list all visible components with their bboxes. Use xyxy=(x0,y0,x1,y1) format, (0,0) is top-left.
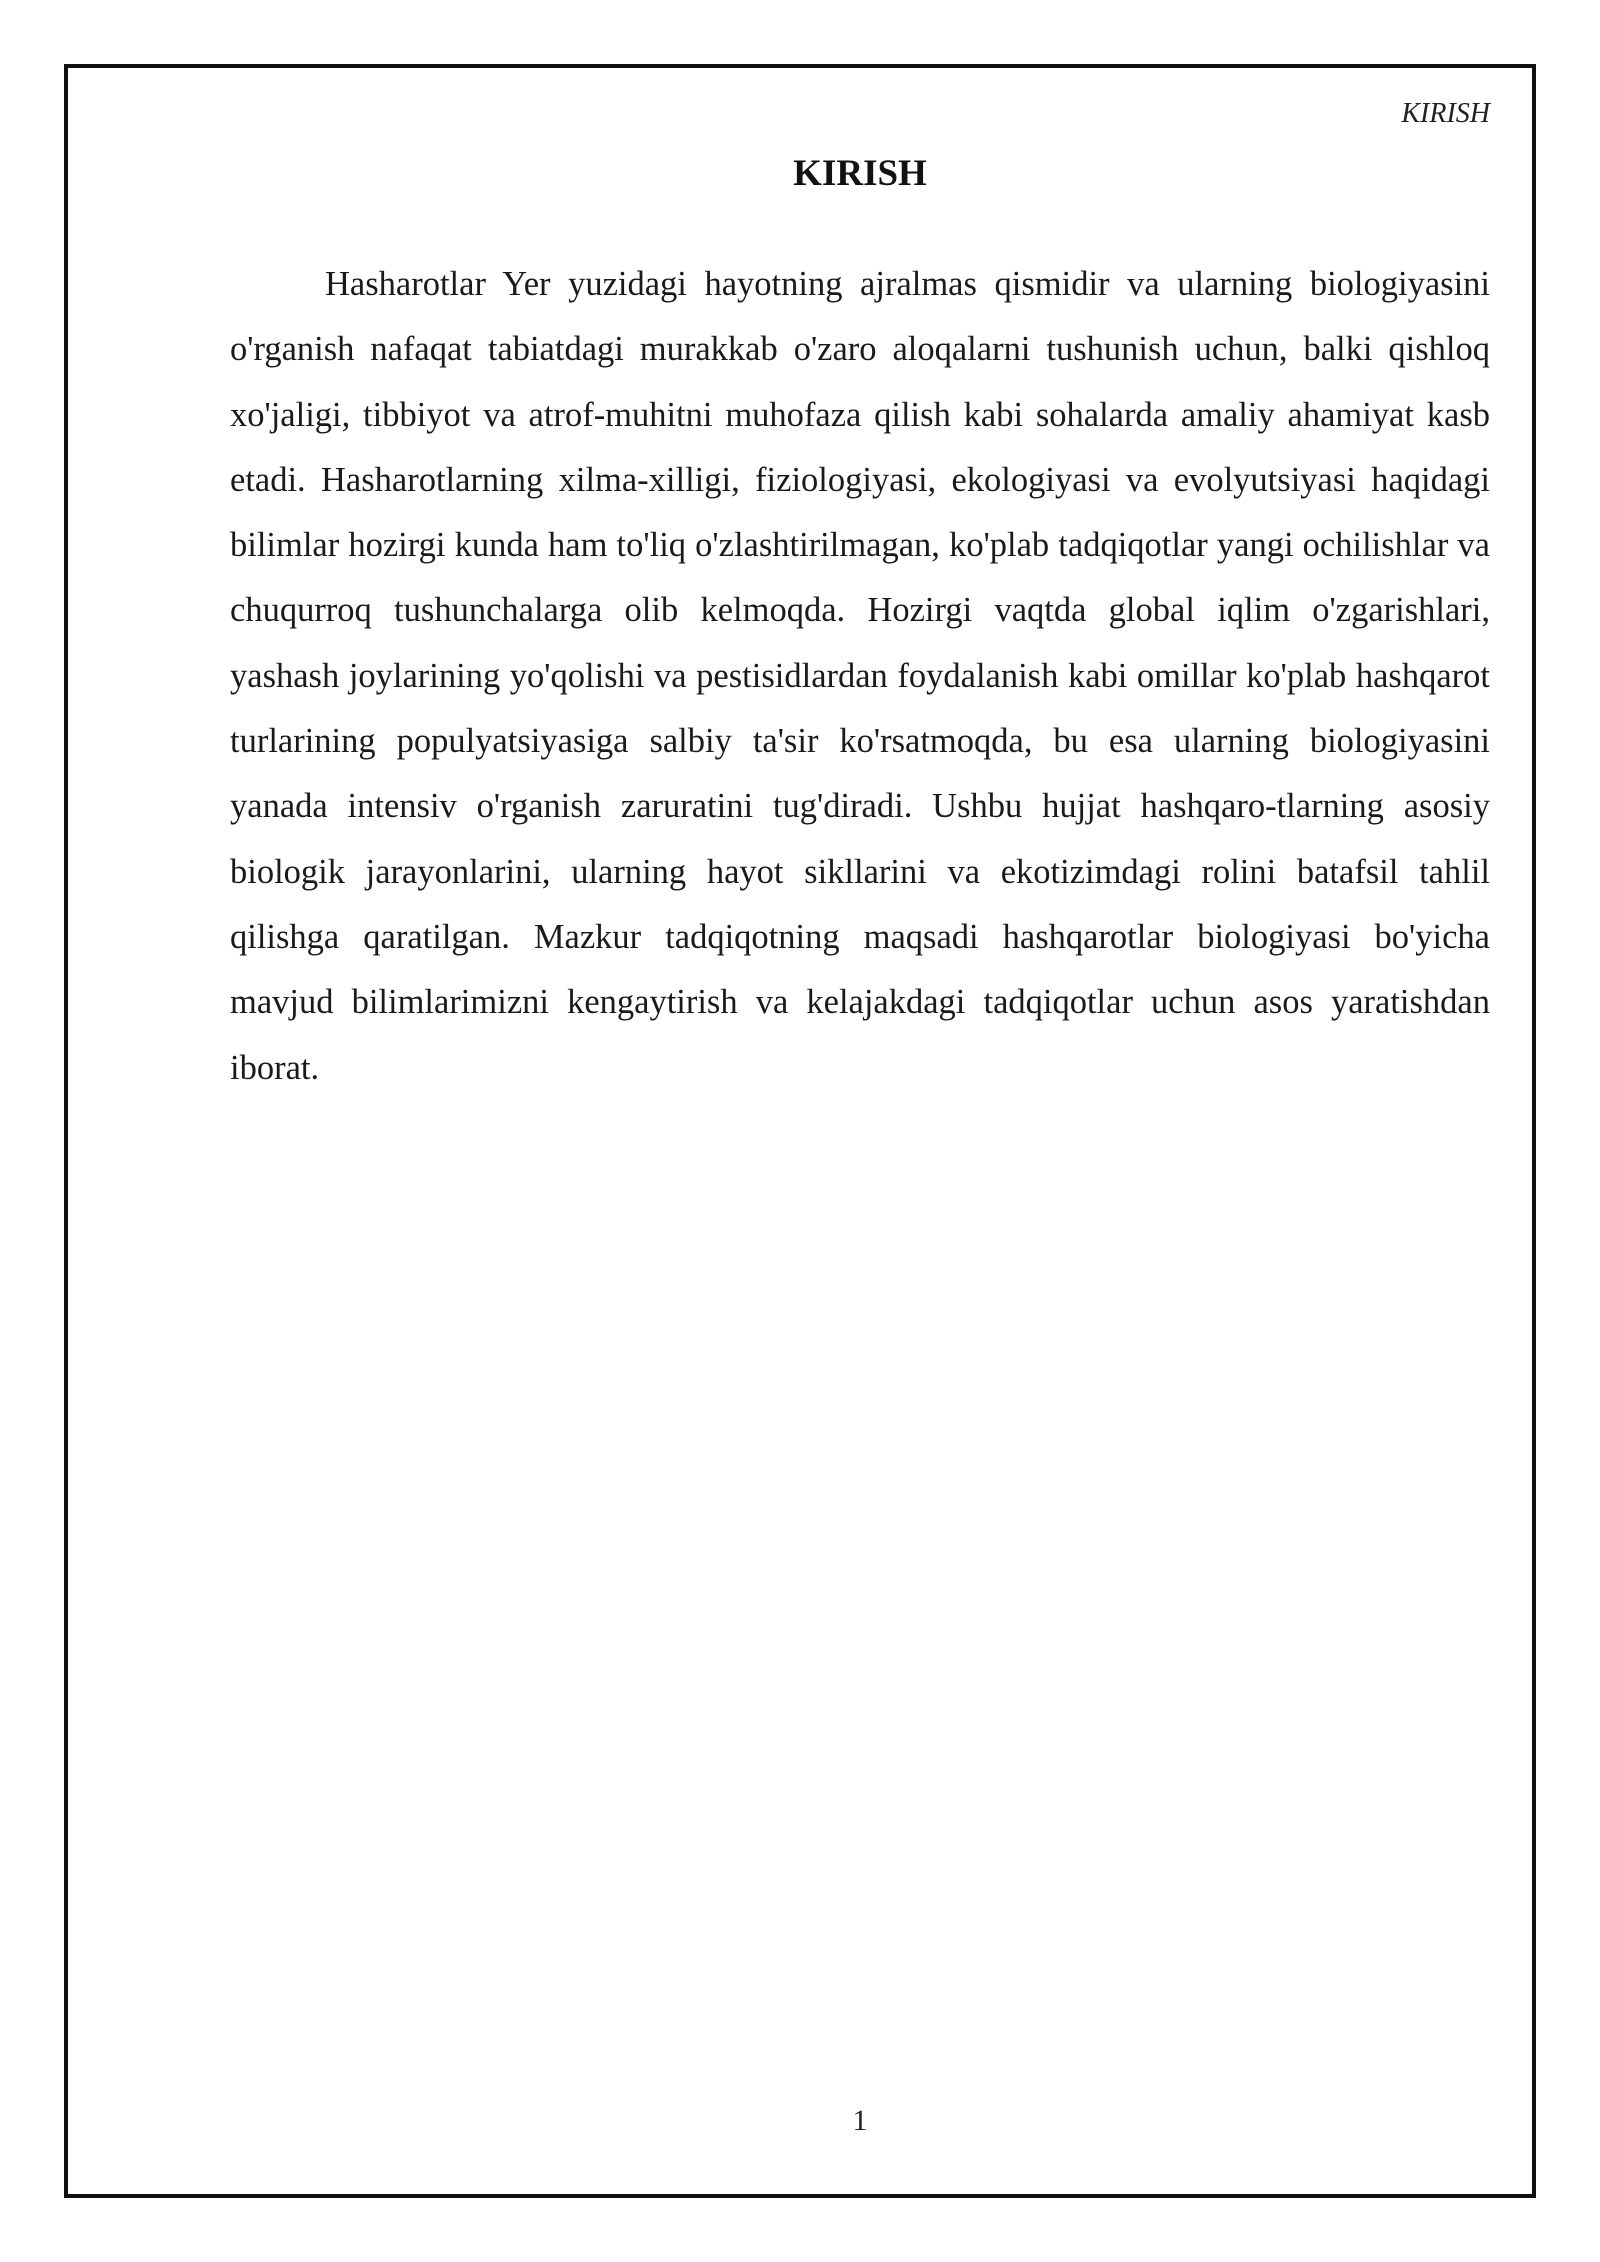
running-header: KIRISH xyxy=(1401,98,1490,129)
body-paragraph: Hasharotlar Yer yuzidagi hayotning ajralmas qismidir va ularning biologiyasini o'rganish nafaqat tabiatdagi murakkab o'zaro aloqalarni tushunish uchun, balki qishloq xo'jaligi, tibbiyot va atrof-muhitni muhofaza qilish kabi sohalarda amaliy ahamiyat kasb etadi. Hasharotlarning xilma-xilligi, fiziologiyasi, ekologiyasi va evolyutsiyasi haqidagi bilimlar hozirgi kunda ham to'liq o'zlashtirilmagan, ko'plab tadqiqotlar yangi ochilishlar va chuqurroq tushunchalarga olib kelmoqda. Hozirgi vaqtda global iqlim o'zgarishlari, yashash joylarining yo'qolishi va pestisidlardan foydalanish kabi omillar ko'plab hashqarot turlarining populyatsiyasiga salbiy ta'sir ko'rsatmoqda, bu esa ularning biologiyasini yanada intensiv o'rganish zaruratini tug'diradi. Ushbu hujjat hashqaro-tlarning asosiy biologik jarayonlarini, ularning hayot sikllarini va ekotizimdagi rolini batafsil tahlil qilishga qaratilgan. Mazkur tadqiqotning maqsadi hashqarotlar biologiyasi bo'yicha mavjud bilimlarimizni kengaytirish va kelajakdagi tadqiqotlar uchun asos yaratishdan iborat. xyxy=(230,265,1490,1087)
page-number: 1 xyxy=(852,2104,868,2137)
page-title: KIRISH xyxy=(793,153,927,194)
